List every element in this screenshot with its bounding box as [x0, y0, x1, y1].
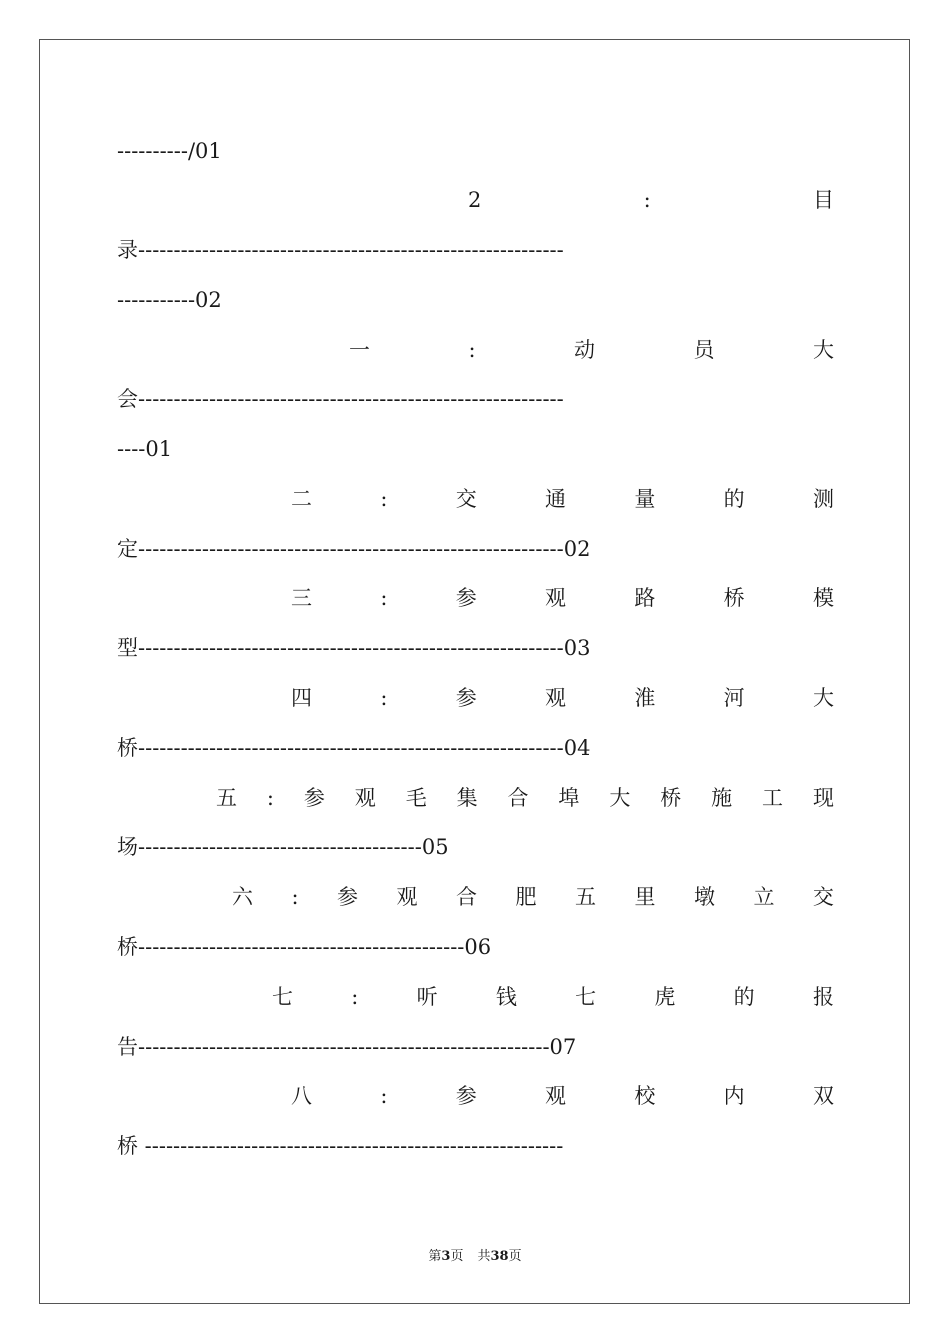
- toc-char: 目: [812, 188, 834, 212]
- toc-char: 四: [291, 686, 312, 710]
- toc-char: 通: [545, 487, 567, 511]
- toc-char: 里: [634, 885, 656, 909]
- toc-entry-san: [291, 583, 834, 613]
- toc-char: 施: [711, 786, 733, 810]
- toc-char: 三: [291, 586, 312, 610]
- toc-char: 参: [337, 885, 359, 909]
- toc-char: 虎: [654, 985, 676, 1009]
- toc-char: :: [351, 985, 359, 1009]
- toc-line-qiao-4: 桥------------------------------------------------------------04: [117, 736, 591, 760]
- footer-total-suffix: 页: [508, 1249, 522, 1264]
- footer-page-prefix: 第: [428, 1249, 442, 1264]
- toc-char: 钱: [495, 985, 517, 1009]
- toc-char: 测: [812, 487, 834, 511]
- toc-entry-er: [291, 484, 834, 514]
- toc-char: 观: [396, 885, 418, 909]
- toc-char: 集: [456, 786, 478, 810]
- toc-line-cont-2: -----------02: [117, 288, 222, 312]
- toc-line-xing: 型------------------------------------------------------------03: [117, 636, 591, 660]
- toc-line-gao: 告----------------------------------------------------------07: [117, 1035, 577, 1059]
- toc-char: 2: [468, 188, 482, 212]
- toc-char: 现: [812, 786, 834, 810]
- toc-char: 毛: [405, 786, 427, 810]
- toc-char: 合: [507, 786, 529, 810]
- toc-char: 工: [762, 786, 784, 810]
- toc-char: 八: [291, 1084, 312, 1108]
- toc-entry-wu: [216, 783, 834, 813]
- toc-char: 大: [812, 686, 834, 710]
- toc-line-qiao-6: 桥----------------------------------------------06: [117, 935, 492, 959]
- toc-char: 六: [232, 885, 253, 909]
- toc-char: 七: [575, 985, 597, 1009]
- toc-char: 观: [545, 686, 567, 710]
- toc-entry-ba: [291, 1081, 834, 1111]
- toc-entry-1: [349, 335, 834, 365]
- toc-char: 报: [812, 985, 834, 1009]
- toc-char: 模: [812, 586, 834, 610]
- toc-char: 七: [272, 985, 293, 1009]
- toc-char: 参: [303, 786, 325, 810]
- footer-page-suffix: 页: [450, 1249, 464, 1264]
- toc-char: :: [643, 188, 651, 212]
- toc-entry-liu: [232, 882, 834, 912]
- toc-char: 参: [455, 686, 477, 710]
- toc-line-cont-3: ----01: [117, 437, 173, 461]
- footer-total-number: 38: [490, 1249, 509, 1264]
- toc-char: 动: [574, 338, 596, 362]
- toc-char: 听: [416, 985, 438, 1009]
- toc-char: :: [380, 586, 388, 610]
- toc-char: 桥: [660, 786, 682, 810]
- toc-char: :: [291, 885, 299, 909]
- toc-line-hui: 会------------------------------------------------------------: [117, 387, 564, 411]
- footer-page-number: 3: [441, 1249, 451, 1264]
- toc-char: 校: [634, 1084, 656, 1108]
- toc-line-ding: 定------------------------------------------------------------02: [117, 537, 591, 561]
- toc-entry-2: [468, 185, 834, 215]
- toc-char: 大: [812, 338, 834, 362]
- toc-char: 大: [609, 786, 631, 810]
- toc-line-qiao-8: 桥 -----------------------------------------------------------: [117, 1134, 564, 1158]
- toc-char: 五: [574, 885, 596, 909]
- page-border: [39, 39, 910, 1304]
- toc-line-chang: 场----------------------------------------05: [117, 835, 449, 859]
- toc-char: 交: [455, 487, 477, 511]
- toc-entry-qi: [272, 982, 834, 1012]
- toc-char: 双: [812, 1084, 834, 1108]
- toc-char: 埠: [558, 786, 580, 810]
- toc-char: 观: [354, 786, 376, 810]
- toc-char: :: [380, 1084, 388, 1108]
- toc-line-cont-1: ----------/01: [117, 139, 222, 163]
- toc-char: 交: [812, 885, 834, 909]
- toc-char: 肥: [515, 885, 537, 909]
- toc-char: 员: [693, 338, 715, 362]
- toc-char: 二: [291, 487, 312, 511]
- toc-char: 桥: [723, 586, 745, 610]
- toc-char: 的: [723, 487, 745, 511]
- toc-char: 墩: [693, 885, 715, 909]
- toc-char: 一: [349, 338, 370, 362]
- toc-char: 五: [216, 786, 237, 810]
- toc-char: 量: [634, 487, 656, 511]
- toc-char: 淮: [634, 686, 656, 710]
- toc-char: 观: [545, 1084, 567, 1108]
- toc-char: :: [468, 338, 476, 362]
- toc-char: 的: [733, 985, 755, 1009]
- toc-char: 路: [634, 586, 656, 610]
- toc-char: :: [380, 686, 388, 710]
- toc-char: 内: [723, 1084, 745, 1108]
- toc-char: :: [266, 786, 274, 810]
- toc-char: 参: [455, 586, 477, 610]
- toc-char: 立: [753, 885, 775, 909]
- page-footer: [0, 1247, 950, 1267]
- toc-char: 合: [456, 885, 478, 909]
- toc-char: :: [380, 487, 388, 511]
- toc-line-mulu: 录------------------------------------------------------------: [117, 238, 564, 262]
- toc-char: 观: [545, 586, 567, 610]
- footer-total-prefix: 共: [477, 1249, 491, 1264]
- toc-char: 参: [455, 1084, 477, 1108]
- toc-entry-si: [291, 683, 834, 713]
- toc-char: 河: [723, 686, 745, 710]
